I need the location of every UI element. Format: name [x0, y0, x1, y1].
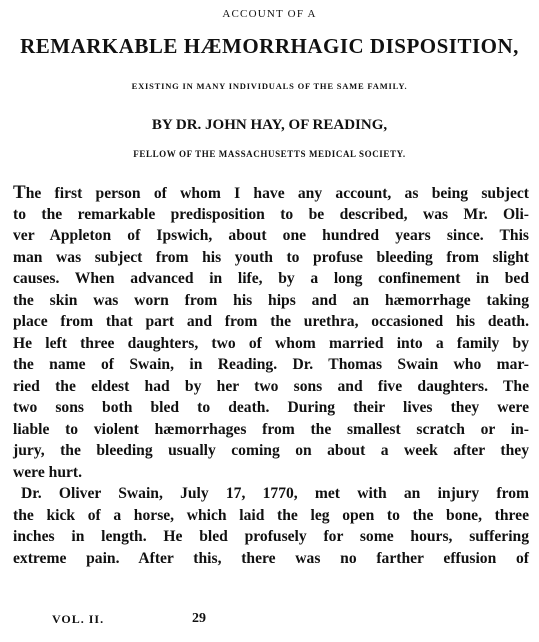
body-line: Dr. Oliver Swain, July 17, 1770, met with an injury from — [21, 485, 529, 502]
body-line: inches in length. He bled profusely for some hours, suffering — [13, 528, 529, 545]
body-line: place from that part and from the urethra, occasioned his death. — [13, 313, 529, 330]
body-line: causes. When advanced in life, by a long confinement in bed — [13, 270, 529, 287]
author-affiliation: FELLOW OF THE MASSACHUSETTS MEDICAL SOCIETY. — [133, 149, 406, 159]
body-line: jury, the bleeding usually coming on about a week after they — [13, 442, 529, 459]
body-line: were hurt. — [13, 463, 82, 481]
article-kicker: ACCOUNT OF A — [222, 8, 317, 20]
body-line — [13, 182, 529, 204]
body-line: two sons both bled to death. During their lives they were — [13, 399, 529, 416]
article-subtitle: EXISTING IN MANY INDIVIDUALS OF THE SAME FAMILY. — [131, 81, 408, 91]
body-line: extreme pain. After this, there was no farther effusion of — [13, 549, 529, 567]
body-line: man was subject from his youth to profuse bleeding from slight — [13, 248, 529, 266]
body-line: to the remarkable predisposition to be described, was Mr. Oli- — [13, 205, 529, 223]
drop-cap: T — [13, 182, 26, 203]
body-line: ried the eldest had by her two sons and five daughters. The — [13, 377, 529, 395]
body-line: the name of Swain, in Reading. Dr. Thomas Swain who mar- — [13, 356, 529, 373]
article-title: REMARKABLE HÆMORRHAGIC DISPOSITION, — [20, 34, 519, 58]
signature-mark: 29 — [192, 611, 206, 626]
volume-label: VOL. II. — [52, 612, 105, 626]
body-line: He left three daughters, two of whom married into a family by — [13, 334, 529, 352]
page-footer — [0, 612, 539, 632]
article-body — [13, 182, 529, 569]
author-byline: BY DR. JOHN HAY, OF READING, — [151, 117, 388, 133]
body-line: the kick of a horse, which laid the leg open to the bone, three — [13, 506, 529, 524]
body-line: ver Appleton of Ipswich, about one hundred years since. This — [13, 227, 529, 244]
body-line-text: he first person of whom I have any account, as being subject — [25, 185, 529, 202]
body-line: liable to violent hæmorrhages from the smallest scratch or in- — [13, 420, 529, 438]
body-line: the skin was worn from his hips and an hæmorrhage taking — [13, 291, 529, 309]
